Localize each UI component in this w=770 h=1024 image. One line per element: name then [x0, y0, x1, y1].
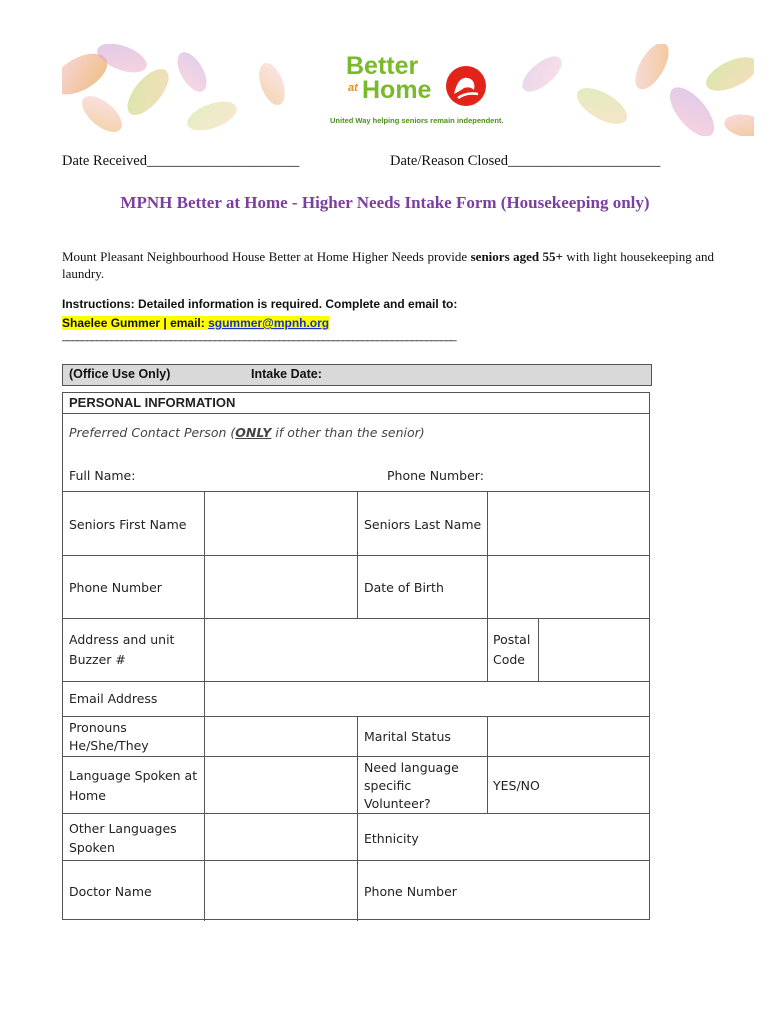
contact-line — [62, 316, 329, 330]
instructions — [62, 297, 457, 311]
divider — [63, 716, 649, 717]
last-name-field[interactable] — [488, 493, 648, 553]
full-name-label: Full Name: — [69, 468, 136, 483]
doctor-name-field[interactable] — [205, 862, 355, 918]
contact-post: if other than the senior) — [271, 425, 425, 440]
yes-no-option[interactable]: YES/NO — [493, 778, 540, 793]
logo-better: Better — [346, 52, 419, 80]
postal-code-field[interactable] — [540, 620, 648, 680]
form-title: MPNH Better at Home - Higher Needs Intake Form (Housekeeping only) — [120, 193, 650, 212]
contact-name: Shaelee Gummer | email: — [62, 316, 209, 330]
instructions-text: : Detailed information is required. Complete and email to: — [130, 297, 458, 311]
contact-phone-label: Phone Number: — [387, 468, 484, 483]
dob-field[interactable] — [488, 557, 648, 617]
divider — [63, 618, 649, 619]
ethnicity-field[interactable] — [359, 815, 649, 859]
phone-field[interactable] — [205, 557, 355, 617]
united-way-logo — [444, 64, 488, 108]
office-use-label: (Office Use Only) — [69, 367, 171, 381]
divider — [63, 860, 649, 861]
pronouns-label-line1: Pronouns — [69, 720, 127, 735]
first-name-label: Seniors First Name — [69, 517, 187, 532]
contact-pre: Preferred Contact Person ( — [69, 425, 236, 440]
logo-tagline: United Way helping seniors remain independent. — [330, 116, 504, 125]
office-use-bar — [62, 364, 652, 386]
intro-bold: seniors aged 55+ — [470, 249, 563, 264]
logo-at: at — [348, 82, 358, 94]
first-name-field[interactable] — [205, 493, 355, 553]
address-label-line2: Buzzer # — [69, 652, 126, 667]
marital-status-field[interactable] — [488, 718, 648, 754]
intro-paragraph — [62, 248, 714, 282]
postal-label-line2: Code — [493, 652, 526, 667]
column-divider — [487, 618, 488, 681]
instructions-label: Instructions — [62, 297, 131, 311]
pronouns-label-line2: He/She/They — [69, 738, 149, 753]
divider — [63, 813, 649, 814]
other-languages-field[interactable] — [205, 815, 355, 859]
personal-info-form — [62, 392, 650, 920]
column-divider — [357, 716, 358, 921]
phone-label: Phone Number — [69, 580, 162, 595]
intake-date-label: Intake Date: — [251, 367, 322, 381]
dob-label: Date of Birth — [364, 580, 444, 595]
pronouns-field[interactable] — [205, 718, 355, 754]
marital-status-label: Marital Status — [364, 729, 451, 744]
language-field[interactable] — [205, 758, 355, 812]
address-field[interactable] — [205, 620, 485, 680]
ethnicity-label: Ethnicity — [364, 831, 419, 846]
divider — [63, 681, 649, 682]
separator-rule: ________________________________________________________________________________ — [62, 330, 456, 342]
language-label-line1: Language Spoken at — [69, 768, 198, 783]
contact-only: ONLY — [235, 425, 272, 440]
email-label: Email Address — [69, 691, 158, 706]
other-languages-label-line2: Spoken — [69, 840, 115, 855]
logo-home: Home — [362, 76, 432, 104]
date-reason-closed: Date/Reason Closed_____________________ — [390, 153, 661, 169]
date-received: Date Received_____________________ — [62, 153, 300, 169]
language-label-line2: Home — [69, 788, 106, 803]
intro-text: Mount Pleasant Neighbourhood House Better at Home Higher Needs provide — [62, 249, 471, 264]
column-divider — [357, 491, 358, 618]
email-field[interactable] — [205, 683, 649, 715]
divider — [63, 756, 649, 757]
postal-label-line1: Postal — [493, 632, 531, 647]
doctor-phone-label: Phone Number — [364, 884, 457, 899]
column-divider — [538, 618, 539, 681]
need-language-label-line2: specific — [364, 778, 412, 793]
header-banner — [62, 44, 754, 136]
column-divider — [487, 756, 488, 813]
last-name-label: Seniors Last Name — [364, 517, 482, 532]
intro-text-end: with light housekeeping and laundry. — [62, 249, 714, 281]
contact-email-link[interactable]: sgummer@mpnh.org — [208, 316, 330, 330]
section-title: PERSONAL INFORMATION — [69, 395, 236, 410]
divider — [63, 555, 649, 556]
address-label-line1: Address and unit — [69, 632, 175, 647]
divider — [63, 491, 649, 492]
need-language-label-line3: Volunteer? — [364, 796, 431, 811]
divider — [63, 413, 649, 414]
other-languages-label-line1: Other Languages — [69, 821, 177, 836]
preferred-contact — [69, 423, 425, 442]
need-language-label-line1: Need language — [364, 760, 459, 775]
doctor-phone-field[interactable] — [463, 862, 649, 918]
doctor-name-label: Doctor Name — [69, 884, 152, 899]
